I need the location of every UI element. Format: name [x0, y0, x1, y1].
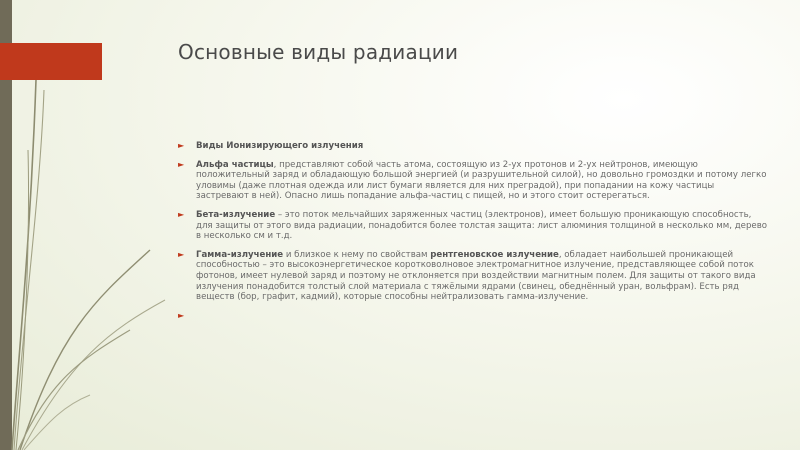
bullet-arrow-icon: ►	[178, 310, 185, 320]
bullet-arrow-icon: ►	[178, 141, 185, 150]
item-text: , обладает наибольшей проникающей способностью – это высокоэнергетическое коротковолновое электромагнитное излучение, представляющее собой поток фотонов, имеет нулевой заряд и поэтому не отклоняется при воздействии магнитным полем. Для защиты от такого вида излучения понадобится толстый слой материала с тяжёлыми ядрами (свинец, обеднённый уран, вольфрам). Есть ряд веществ (бор, графит, кадмий), которые способны нейтрализовать гамма-излучение.	[196, 249, 756, 303]
item-text: , представляют собой часть атома, состоящую из 2-ух протонов и 2-ух нейтронов, имеющую положительный заряд и обладающую большой энергией (и разрушительной силой), но довольно громоздки и потому легко уловимы (даже плотная одежда или лист бумаги является для них преградой), при попадании на кожу частицы застревают в ней). Опасно лишь попадание альфа-частиц с пищей, но и этого стоит остерегаться.	[196, 159, 767, 202]
list-item	[178, 250, 768, 303]
slide-content	[178, 141, 768, 320]
item-heading: Альфа частицы	[196, 159, 274, 170]
item-text: – это поток мельчайших заряженных частиц (электронов), имеет большую проникающую способность, для защиты от этого вида радиации, понадобится более толстая защита: лист алюминия толщиной в несколько мм, дерево в несколько см и т.д.	[196, 209, 768, 242]
list-item	[178, 210, 768, 242]
bullet-arrow-icon: ►	[178, 249, 185, 259]
item-heading: Гамма-излучение	[196, 249, 284, 260]
list-item	[178, 141, 768, 152]
bullet-arrow-icon: ►	[178, 159, 185, 169]
title-accent-bar	[0, 43, 102, 80]
item-heading: Бета-излучение	[196, 209, 276, 220]
slide-title: Основные виды радиации	[178, 40, 459, 64]
item-heading: Виды Ионизирующего излучения	[196, 141, 364, 151]
bullet-arrow-icon: ►	[178, 209, 185, 219]
list-item	[178, 160, 768, 202]
item-text: и близкое к нему по свойствам	[283, 249, 431, 260]
item-emphasis: рентгеновское излучение	[430, 249, 559, 260]
